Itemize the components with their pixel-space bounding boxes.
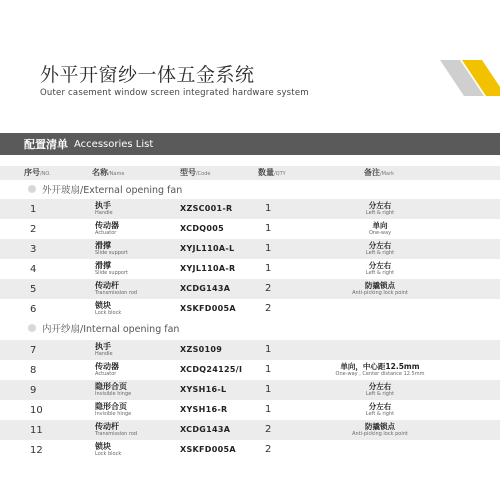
- col-name: 名称/Name: [92, 168, 125, 177]
- row-code: XYSH16-R: [180, 405, 228, 414]
- group-title: 内开纱扇/Internal opening fan: [42, 324, 180, 335]
- col-code: 型号/Code: [180, 168, 211, 177]
- row-name-zh: 锁块: [95, 301, 111, 310]
- col-qty: 数量/QTY: [258, 168, 286, 177]
- row-name-zh: 滑撑: [95, 261, 111, 270]
- row-name-zh: 传动杆: [95, 422, 119, 431]
- row-code: XSKFD005A: [180, 445, 236, 454]
- row-no: 11: [30, 425, 43, 436]
- row-qty: 1: [265, 243, 272, 254]
- row-qty: 2: [265, 283, 272, 294]
- row-name-en: Transmission rod: [95, 290, 138, 296]
- table-row: 4 滑撑 Slide support XYJL110A-R 1 分左右 Left & right: [30, 261, 395, 276]
- row-qty: 1: [265, 344, 272, 355]
- table-row: 10 隐形合页 Invisible hinge XYSH16-R 1 分左右 Left & right: [30, 402, 395, 417]
- table-row: 11 传动杆 Transmission rod XCDG143A 2 防撬锁点 Anti-picking lock point: [0, 420, 500, 440]
- row-code: XYSH16-L: [180, 385, 227, 394]
- row-name-zh: 传动杆: [95, 281, 119, 290]
- row-name-zh: 隐形合页: [95, 382, 127, 391]
- row-code: XSKFD005A: [180, 304, 236, 313]
- row-name-en: Invisible hinge: [95, 411, 132, 417]
- row-no: 12: [30, 445, 43, 456]
- group-header: [0, 181, 500, 197]
- col-remark: 备注/Mark: [364, 168, 395, 177]
- row-no: 7: [30, 345, 37, 356]
- row-code: XCDQ24125/Ⅰ: [180, 365, 243, 374]
- row-qty: 1: [265, 223, 272, 234]
- table-row: 9 隐形合页 Invisible hinge XYSH16-L 1 分左右 Left & right: [0, 380, 500, 400]
- row-name-en: Slide support: [95, 250, 128, 256]
- row-name-zh: 执手: [95, 342, 111, 351]
- row-no: 8: [30, 365, 37, 376]
- table-row: [0, 299, 500, 319]
- bullet-icon: [28, 324, 36, 332]
- page-subtitle: Outer casement window screen integrated hardware system: [40, 88, 309, 98]
- section-title-en: Accessories List: [74, 138, 154, 150]
- row-qty: 1: [265, 203, 272, 214]
- row-name-en: Handle: [95, 351, 113, 357]
- row-qty: 1: [265, 263, 272, 274]
- row-code: XCDG143A: [180, 284, 231, 293]
- bullet-icon: [28, 185, 36, 193]
- table-row: 3 滑撑 Slide support XYJL110A-L 1 分左右 Left & right: [0, 239, 500, 259]
- row-qty: 2: [265, 444, 272, 455]
- row-no: 9: [30, 385, 37, 396]
- row-no: 6: [30, 304, 37, 315]
- decorative-stripes: [440, 60, 500, 120]
- row-name-en: Invisible hinge: [95, 391, 132, 397]
- row-name-zh: 传动器: [95, 362, 119, 371]
- row-name-zh: 锁块: [95, 442, 111, 451]
- row-no: 3: [30, 244, 37, 255]
- row-name-en: Transmission rod: [95, 431, 138, 437]
- table-row: 1 执手 Handle XZSC001-R 1 分左右 Left & right: [0, 199, 500, 219]
- group-header: [0, 320, 500, 336]
- section-bar: [0, 133, 500, 155]
- row-no: 1: [30, 204, 37, 215]
- row-name-en: Actuator: [95, 371, 117, 377]
- table-row: [0, 340, 500, 360]
- row-code: XZS0109: [180, 345, 223, 354]
- row-qty: 1: [265, 364, 272, 375]
- col-no: 序号/NO.: [24, 168, 51, 177]
- row-no: 2: [30, 224, 37, 235]
- column-header: [0, 166, 500, 180]
- row-code: XYJL110A-R: [180, 264, 236, 273]
- row-code: XYJL110A-L: [180, 244, 235, 253]
- row-no: 10: [30, 405, 43, 416]
- table-row: 5 传动杆 Transmission rod XCDG143A 2 防撬锁点 Anti-picking lock point: [0, 279, 500, 299]
- row-qty: 2: [265, 303, 272, 314]
- row-name-en: Lock block: [95, 451, 122, 457]
- table-row: 2 传动器 Actuator XCDQ005 1 单向 One-way: [30, 221, 392, 236]
- table-row: [0, 440, 500, 460]
- page-title: 外平开窗纱一体五金系统: [40, 64, 255, 86]
- row-qty: 2: [265, 424, 272, 435]
- table-row: 8 传动器 Actuator XCDQ24125/Ⅰ 1 单向，中心距12.5mm One-way , Center distance 12.5mm: [30, 362, 425, 377]
- group-title: 外开玻扇/External opening fan: [42, 185, 183, 196]
- row-qty: 1: [265, 384, 272, 395]
- row-name-zh: 传动器: [95, 221, 119, 230]
- row-name-en: Slide support: [95, 270, 128, 276]
- section-title-zh: 配置清单: [24, 138, 68, 151]
- row-name-en: Lock block: [95, 310, 122, 316]
- row-name-en: Actuator: [95, 230, 117, 236]
- row-name-zh: 滑撑: [95, 241, 111, 250]
- row-name-en: Handle: [95, 210, 113, 216]
- row-code: XCDQ005: [180, 224, 224, 233]
- row-name-zh: 执手: [95, 201, 111, 210]
- row-code: XZSC001-R: [180, 204, 233, 213]
- row-no: 5: [30, 284, 37, 295]
- row-qty: 1: [265, 404, 272, 415]
- row-no: 4: [30, 264, 37, 275]
- row-code: XCDG143A: [180, 425, 231, 434]
- row-name-zh: 隐形合页: [95, 402, 127, 411]
